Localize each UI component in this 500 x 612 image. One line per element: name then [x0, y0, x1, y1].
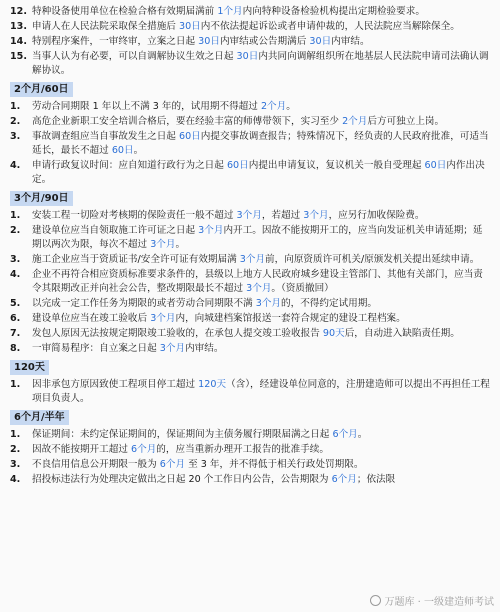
item-number: 4.	[10, 474, 21, 485]
highlighted-duration: 6个月	[131, 444, 157, 455]
list-item	[10, 473, 492, 487]
item-number: 15.	[10, 51, 27, 62]
list-item	[10, 443, 492, 457]
text-fragment: 高危企业新职工安全培训合格后，要在经验丰富的师傅带领下，实习至少	[32, 116, 343, 127]
item-text	[32, 224, 492, 252]
item-text	[32, 443, 492, 457]
text-fragment: 内向特种设备检验机构提出定期检验要求。	[242, 6, 425, 17]
item-text	[32, 458, 492, 472]
list-item	[10, 130, 492, 158]
item-text	[32, 253, 492, 267]
text-fragment: 申请行政复议时间：应自知道行政行为之日起	[32, 160, 227, 171]
item-text	[32, 327, 492, 341]
watermark	[370, 593, 494, 608]
text-fragment: 。	[357, 429, 368, 440]
item-text	[32, 20, 492, 34]
list-item	[10, 327, 492, 341]
text-fragment: ；依法限	[356, 474, 396, 485]
section-heading: 3个月/90日	[10, 191, 73, 206]
text-fragment: 内共同向调解组织所在地基层人民法院申请司法确认调解协议。	[32, 51, 489, 76]
item-number: 7.	[10, 328, 21, 339]
item-text	[32, 268, 492, 296]
text-fragment: ，应另行加收保险费。	[328, 210, 425, 221]
item-number: 1.	[10, 210, 21, 221]
highlighted-duration: 3个月	[198, 225, 224, 236]
text-fragment: 劳动合同期限 1 年以上不满 3 年的，试用期不得超过	[32, 101, 261, 112]
highlighted-duration: 30日	[236, 51, 259, 62]
text-fragment: 建设单位应当自领取施工许可证之日起	[32, 225, 199, 236]
highlighted-duration: 3个月	[255, 298, 282, 309]
list-item	[10, 378, 492, 406]
list-item	[10, 209, 492, 223]
highlighted-duration: 6个月	[331, 474, 357, 485]
text-fragment: 不良信用信息公开期限一般为	[32, 459, 160, 470]
highlighted-duration: 30日	[198, 36, 220, 47]
item-text	[32, 159, 492, 187]
text-fragment: 发包人原因无法按规定期限竣工验收的，在承包人提交竣工验收报告	[32, 328, 323, 339]
highlighted-duration: 60日	[424, 160, 447, 171]
list-item	[10, 100, 492, 114]
text-fragment: 当事人认为有必要，可以自调解协议生效之日起	[32, 51, 237, 62]
item-text	[32, 312, 492, 326]
text-fragment: 事故调查组应当自事故发生之日起	[32, 131, 179, 142]
highlighted-duration: 30日	[309, 36, 332, 47]
highlighted-duration: 3个月	[150, 239, 176, 250]
section-heading: 2个月/60日	[10, 82, 73, 97]
item-text	[32, 5, 492, 19]
highlighted-duration: 60日	[178, 131, 201, 142]
text-fragment: 特别程序案件，一审终审，立案之日起	[32, 36, 199, 47]
text-fragment: 至 3 年，并不得低于相关行政处罚期限。	[185, 459, 364, 470]
item-number: 12.	[10, 6, 27, 17]
highlighted-duration: 3个月	[159, 343, 186, 354]
watermark-logo-icon	[370, 595, 381, 606]
item-text	[32, 342, 492, 356]
item-number: 4.	[10, 160, 21, 171]
item-number: 1.	[10, 101, 21, 112]
text-fragment: 的，应当重新办理开工报告的批准手续。	[156, 444, 329, 455]
watermark-text: 万题库 · 一级建造师考试	[384, 597, 494, 608]
text-fragment: 因非承包方原因致使工程项目停工超过	[32, 379, 199, 390]
text-fragment: 。（资质撤回）	[271, 283, 334, 294]
highlighted-duration: 90天	[322, 328, 345, 339]
highlighted-duration: 30日	[178, 21, 201, 32]
text-fragment: 申请人在人民法院采取保全措施后	[32, 21, 179, 32]
text-fragment: 内不依法提起诉讼或者申请仲裁的，人民法院应当解除保全。	[200, 21, 460, 32]
highlighted-duration: 120天	[198, 379, 227, 390]
list-item	[10, 5, 492, 19]
item-text	[32, 297, 492, 311]
item-number: 6.	[10, 313, 21, 324]
text-fragment: 内审结。	[331, 36, 370, 47]
highlighted-duration: 2个月	[260, 101, 287, 112]
list-item	[10, 20, 492, 34]
item-text	[32, 115, 492, 129]
item-text	[32, 209, 492, 223]
text-fragment: 后，自动进入缺陷责任期。	[344, 328, 460, 339]
highlighted-duration: 3个月	[303, 210, 329, 221]
text-fragment: 内提交事故调查报告；特殊情况下，经负责的人民政府批准，可适当延长，最长不超过	[32, 131, 489, 156]
section-heading: 120天	[10, 360, 49, 375]
list-item	[10, 458, 492, 472]
item-number: 14.	[10, 36, 27, 47]
item-text	[32, 100, 492, 114]
text-fragment: 。	[175, 239, 186, 250]
item-number: 3.	[10, 459, 21, 470]
item-text	[32, 130, 492, 158]
section-heading: 6个月/半年	[10, 410, 69, 425]
text-fragment: 内作出决定。	[32, 160, 485, 185]
item-number: 2.	[10, 225, 21, 236]
highlighted-duration: 3个月	[246, 283, 272, 294]
item-number: 13.	[10, 21, 27, 32]
item-text	[32, 473, 492, 487]
list-item	[10, 115, 492, 129]
text-fragment: 保证期间：未约定保证期间的，保证期间为主债务履行期限届满之日起	[32, 429, 333, 440]
list-item	[10, 297, 492, 311]
item-number: 2.	[10, 116, 21, 127]
item-number: 4.	[10, 269, 21, 280]
text-fragment: 内，向城建档案馆报送一套符合规定的建设工程档案。	[175, 313, 406, 324]
list-item	[10, 224, 492, 252]
list-item	[10, 50, 492, 78]
text-fragment: 内提出申请复议，复议机关一般自受理起	[248, 160, 425, 171]
item-text	[32, 35, 492, 49]
list-item	[10, 159, 492, 187]
text-fragment: 的，不得约定试用期。	[281, 298, 377, 309]
list-item	[10, 35, 492, 49]
list-item	[10, 253, 492, 267]
text-fragment: 施工企业应当于资质证书/安全许可证有效期届满	[32, 254, 240, 265]
item-text	[32, 50, 492, 78]
text-fragment: 后方可独立上岗。	[367, 116, 445, 127]
item-text	[32, 428, 492, 442]
list-item	[10, 312, 492, 326]
highlighted-duration: 3个月	[150, 313, 176, 324]
text-fragment: 一审简易程序：自立案之日起	[32, 343, 160, 354]
highlighted-duration: 60日	[111, 145, 134, 156]
text-fragment: 招投标违法行为处理决定做出之日起 20 个工作日内公告，公告期限为	[32, 474, 332, 485]
item-number: 3.	[10, 254, 21, 265]
item-number: 3.	[10, 131, 21, 142]
highlighted-duration: 6个月	[332, 429, 358, 440]
text-fragment: 安装工程一切险对考核期的保险责任一般不超过	[32, 210, 237, 221]
text-fragment: 特种设备使用单位在检验合格有效期届满前	[32, 6, 218, 17]
text-fragment: 前，向原资质许可机关/原颁发机关提出延续申请。	[265, 254, 480, 265]
text-fragment: 以完成一定工作任务为期限的或者劳动合同期限不满	[32, 298, 256, 309]
list-item	[10, 428, 492, 442]
highlighted-duration: 60日	[226, 160, 249, 171]
text-fragment: （含），经建设单位同意的，注册建造师可以提出不再担任工程项目负责人。	[32, 379, 490, 404]
item-number: 5.	[10, 298, 21, 309]
text-fragment: 内审结。	[185, 343, 224, 354]
text-fragment: 内审结或公告期满后	[219, 36, 310, 47]
text-fragment: 。	[133, 145, 144, 156]
item-number: 2.	[10, 444, 21, 455]
text-fragment: 因故不能按期开工超过	[32, 444, 131, 455]
highlighted-duration: 3个月	[239, 254, 266, 265]
text-fragment: 企业不再符合相应资质标准要求条件的，县级以上地方人民政府城乡建设主管部门、其他有关部门，应当责令其限期改正并向社会公告，整改期限最长不超过	[32, 269, 483, 294]
item-text	[32, 378, 492, 406]
text-fragment: 。	[286, 101, 296, 112]
highlighted-duration: 3个月	[236, 210, 262, 221]
item-number: 1.	[10, 379, 21, 390]
highlighted-duration: 1个月	[217, 6, 243, 17]
text-fragment: ，若超过	[261, 210, 304, 221]
list-item	[10, 342, 492, 356]
highlighted-duration: 2个月	[342, 116, 368, 127]
text-fragment: 建设单位应当在竣工验收后	[32, 313, 151, 324]
item-number: 1.	[10, 429, 21, 440]
text-fragment: 内开工。因故不能按期开工的，应当向发证机关申请延期；延期以两次为限，每次不超过	[32, 225, 483, 250]
list-item	[10, 268, 492, 296]
highlighted-duration: 6个月	[159, 459, 186, 470]
item-number: 8.	[10, 343, 21, 354]
